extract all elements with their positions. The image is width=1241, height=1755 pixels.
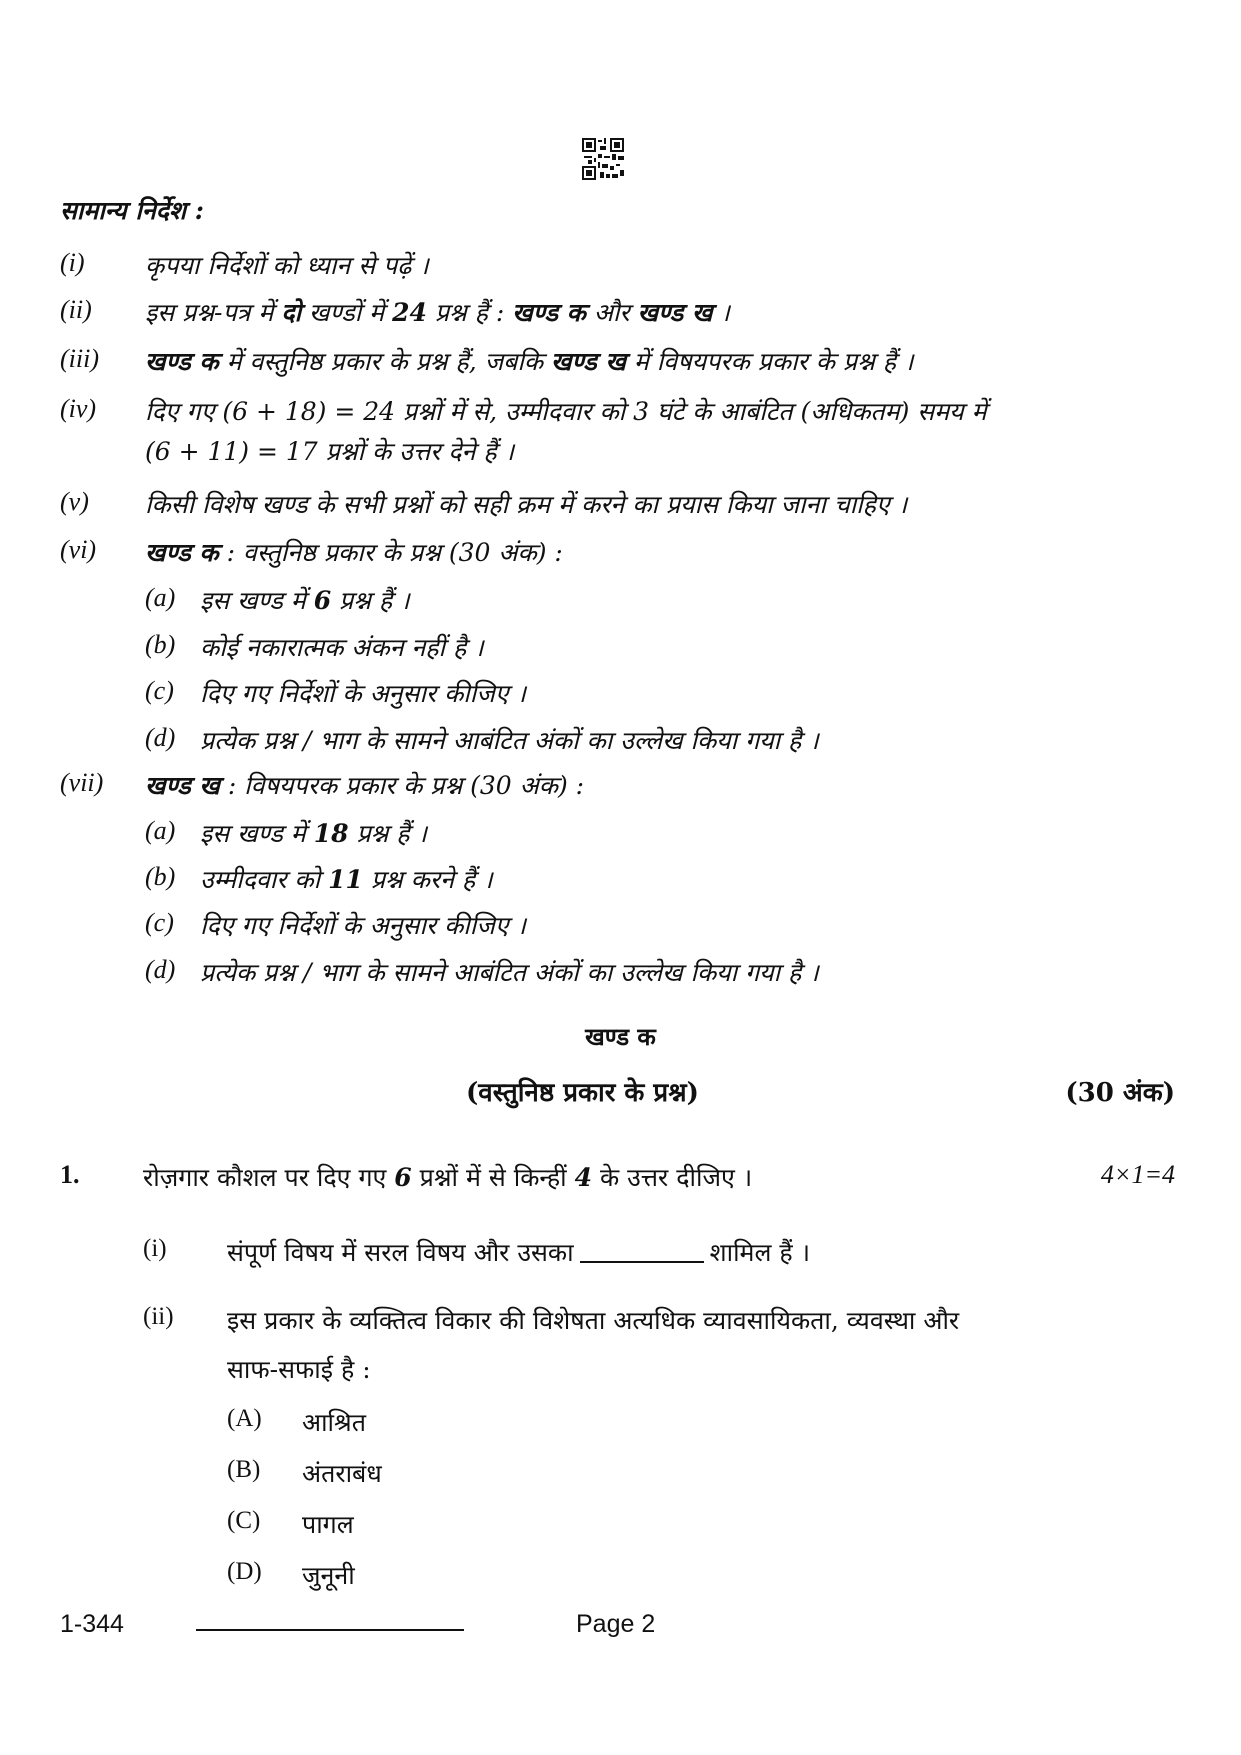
section-title: खण्ड क <box>585 1022 656 1051</box>
qr-code <box>582 138 624 180</box>
fill-in-blank <box>580 1261 704 1263</box>
question-1-marks: 4×1=4 <box>1100 1160 1175 1189</box>
section-subtitle: (वस्तुनिष्ठ प्रकार के प्रश्न) <box>466 1078 699 1108</box>
footer-page: Page 2 <box>576 1610 656 1638</box>
footer-code: 1-344 <box>60 1610 124 1638</box>
instruction-iv: (iv) दिए गए (6 + 18) = 24 प्रश्नों में से, उम्मीदवार को 3 घंटे के आबंटित (अधिकतम) समय में (6 + 11) = 17 प्रश्नों के उत्तर देने हैं । <box>60 394 987 466</box>
footer-rule <box>196 1629 464 1631</box>
question-1-part-ii: (ii) इस प्रकार के व्यक्तित्व विकार की विशेषता अत्यधिक व्यावसायिकता, व्यवस्था और साफ-सफाई है : <box>143 1303 960 1384</box>
section-marks: (30 अंक) <box>1065 1078 1175 1108</box>
